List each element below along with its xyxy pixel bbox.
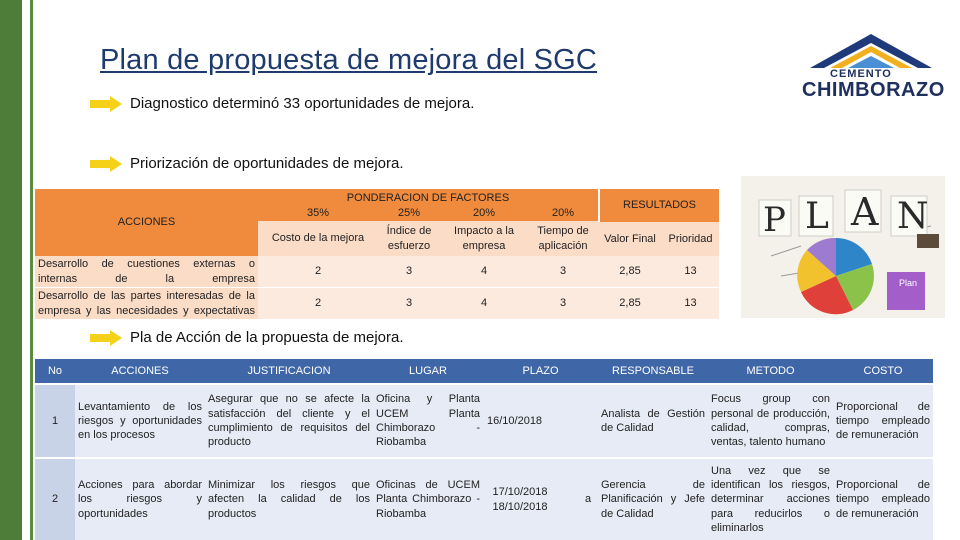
prio-row-1-accion: Desarrollo de cuestiones externas o internas de la empresa xyxy=(35,256,258,287)
prio-row-1-prioridad: 13 xyxy=(662,256,719,287)
plan-row-2-costo: Proporcional de tiempo empleado de remuneración xyxy=(833,459,933,540)
header-no: No xyxy=(35,359,75,383)
plan-row-2-plazo-dates: 17/10/2018 18/10/2018 xyxy=(492,486,548,513)
prio-row-2-v3: 4 xyxy=(440,288,528,319)
bullet-diagnostico xyxy=(90,95,474,112)
left-green-line xyxy=(30,0,33,540)
col-valor-final: Valor Final xyxy=(598,222,662,256)
header-justificacion: JUSTIFICACION xyxy=(205,359,373,383)
prio-row-2-v1: 2 xyxy=(258,288,378,319)
plan-row-1-metodo: Focus group con personal de producción, calidad, compras, ventas, talento humano xyxy=(708,385,833,457)
prio-row-1-final: 2,85 xyxy=(598,256,662,287)
plan-letter-p: P xyxy=(763,200,786,240)
bullet-text: Pla de Acción de la propuesta de mejora. xyxy=(130,329,404,346)
plan-letter-a: A xyxy=(851,190,879,234)
plan-row-2-plazo-extra: a xyxy=(585,493,592,506)
plan-row-1-plazo xyxy=(483,385,598,457)
page-title: Plan de propuesta de mejora del SGC xyxy=(100,44,598,76)
acciones-header: ACCIONES xyxy=(35,189,258,256)
bullet-text: Diagnostico determinó 33 oportunidades de mejora. xyxy=(130,95,475,112)
arrow-right-icon xyxy=(90,330,122,346)
factor-esfuerzo: Índice de esfuerzo xyxy=(378,221,440,256)
plan-row-1-costo: Proporcional de tiempo empleado de remuneración xyxy=(833,385,933,457)
arrow-right-icon xyxy=(90,96,122,112)
plan-row-1-responsable: Analista de Gestión de Calidad xyxy=(598,385,708,457)
col-prioridad: Prioridad xyxy=(662,222,719,256)
header-plazo: PLAZO xyxy=(483,359,598,383)
plan-letter-n: N xyxy=(897,196,929,237)
weight-esfuerzo: 25% xyxy=(378,205,440,221)
plan-row-1-no: 1 xyxy=(35,385,75,457)
factor-costo: Costo de la mejora xyxy=(258,221,378,256)
prio-row-1-v2: 3 xyxy=(378,256,440,287)
plan-label: Plan xyxy=(899,278,918,288)
prio-row-2-v2: 3 xyxy=(378,288,440,319)
plan-row-1-lugar: Oficina y Planta UCEM Planta Chimborazo - Riobamba xyxy=(373,385,483,457)
prio-row-2-v4: 3 xyxy=(528,288,598,319)
plan-row-1-justificacion: Asegurar que no se afecte la satisfacción del cliente y el cumplimiento de requisitos del producto xyxy=(205,385,373,457)
bullet-plan-accion xyxy=(90,329,404,346)
logo-line2: CHIMBORAZO xyxy=(802,79,945,101)
weight-impacto: 20% xyxy=(440,205,528,221)
plan-row-2-no: 2 xyxy=(35,459,75,540)
plan-row-2-justificacion: Minimizar los riesgos que afecten la calidad de los productos xyxy=(205,459,373,540)
logo-line1: CEMENTO xyxy=(830,68,892,80)
factor-tiempo: Tiempo de aplicación xyxy=(528,221,598,256)
logo-mountain-icon xyxy=(800,30,942,70)
resultados-header: RESULTADOS xyxy=(600,189,719,222)
plan-letter-l: L xyxy=(805,196,829,237)
prio-row-2-prioridad: 13 xyxy=(662,288,719,319)
bullet-priorizacion xyxy=(90,155,404,172)
plan-row-1-plazo-date: 16/10/2018 xyxy=(487,414,543,427)
plan-row-2-plazo xyxy=(483,459,598,540)
weight-tiempo: 20% xyxy=(528,205,598,221)
plan-row-2-acciones: Acciones para abordar los riesgos y oportunidades xyxy=(75,459,205,540)
plan-row-2-metodo: Una vez que se identifican los riesgos, determinar acciones para reducirlos o eliminarlos xyxy=(708,459,833,540)
plan-row-2-responsable: Gerencia de Planificación y Jefe de Calidad xyxy=(598,459,708,540)
header-metodo: METODO xyxy=(708,359,833,383)
prio-row-2-final: 2,85 xyxy=(598,288,662,319)
header-costo: COSTO xyxy=(833,359,933,383)
header-lugar: LUGAR xyxy=(373,359,483,383)
left-green-band xyxy=(0,0,22,540)
prio-row-2-accion: Desarrollo de las partes interesadas de la empresa y las necesidades y expectativas xyxy=(35,288,258,319)
prio-row-1-v1: 2 xyxy=(258,256,378,287)
cemento-chimborazo-logo xyxy=(800,30,945,102)
bullet-text: Priorización de oportunidades de mejora. xyxy=(130,155,404,172)
plan-row-1-acciones: Levantamiento de los riesgos y oportunidades en los procesos xyxy=(75,385,205,457)
plan-row-2-lugar: Oficinas de UCEM Planta Chimborazo - Riobamba xyxy=(373,459,483,540)
header-acciones: ACCIONES xyxy=(75,359,205,383)
header-responsable: RESPONSABLE xyxy=(598,359,708,383)
prio-row-1-v3: 4 xyxy=(440,256,528,287)
factores-header: PONDERACION DE FACTORES xyxy=(258,189,598,207)
factor-impacto: Impacto a la empresa xyxy=(440,221,528,256)
plan-illustration xyxy=(741,176,945,318)
prio-row-1-v4: 3 xyxy=(528,256,598,287)
arrow-right-icon xyxy=(90,156,122,172)
weight-costo: 35% xyxy=(258,205,378,221)
